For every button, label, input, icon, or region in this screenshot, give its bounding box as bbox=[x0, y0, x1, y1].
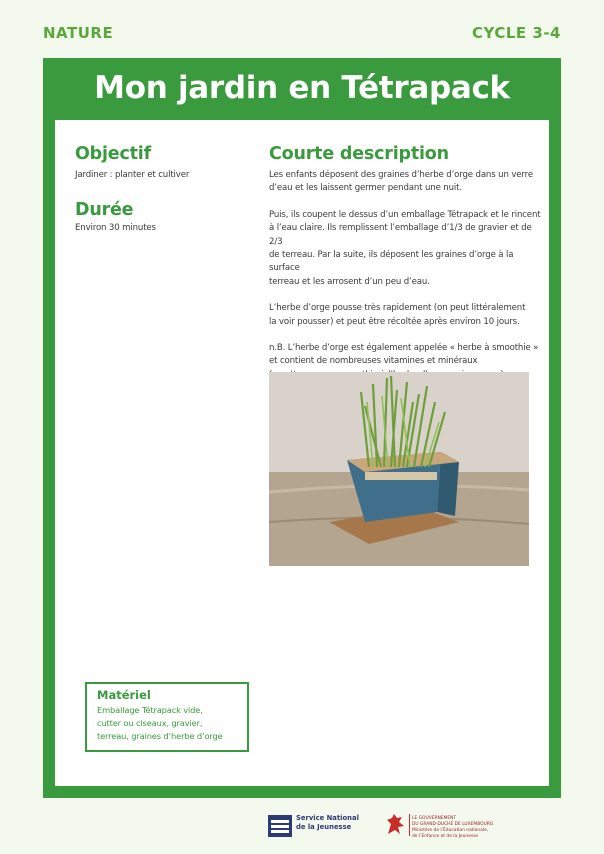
category-label: NATURE bbox=[43, 24, 114, 42]
description-paragraph: n.B. L’herbe d’orge est également appelée « herbe à smoothie » et contient de nombreuses vitamines et minéraux bbox=[269, 343, 539, 367]
card-body bbox=[55, 120, 549, 786]
photo-illustration bbox=[269, 372, 529, 566]
materiel-text: Emballage Tétrapack vide, cutter ou ciseaux, gravier, terreau, graines d’herbe d’orge bbox=[97, 705, 223, 741]
ministry-logo-text: LE GOUVERNEMENT DU GRAND-DUCHÉ DE LUXEMBOURG Ministère de l’Éducation nationale, de l’Enfance et de la Jeunesse bbox=[412, 816, 494, 839]
description-body bbox=[269, 169, 541, 395]
page-title: Mon jardin en Tétrapack bbox=[94, 70, 510, 106]
activity-card bbox=[43, 58, 561, 798]
tetrapack-garden-photo bbox=[269, 372, 529, 566]
duree-text: Environ 30 minutes bbox=[75, 223, 156, 233]
description-heading: Courte description bbox=[269, 144, 449, 164]
materiel-box bbox=[85, 682, 249, 752]
description-paragraph: L’herbe d’orge pousse très rapidement (on peut littéralement la voir pousser) et peut être récoltée après environ 10 jours. bbox=[269, 303, 526, 327]
objectif-heading: Objectif bbox=[75, 144, 152, 164]
materiel-heading: Matériel bbox=[97, 688, 151, 702]
snj-logo-icon bbox=[268, 815, 292, 837]
description-paragraph: Puis, ils coupent le dessus d’un emballage Tétrapack et le rincent à l’eau claire. Ils remplissent l’emballage d’1/3 de gravier et de 2/3 de terreau. Par la suite, ils déposent les graines d’orge à la surface terreau et les arrosent d’un peu d’eau. bbox=[269, 209, 541, 287]
snj-logo-text: Service National de la Jeunesse bbox=[296, 814, 359, 831]
description-paragraph: Les enfants déposent des graines d’herbe d’orge dans un verre d’eau et les laissent germer pendant une nuit. bbox=[269, 170, 533, 194]
lion-icon bbox=[382, 812, 408, 838]
snj-logo bbox=[268, 812, 368, 840]
ministry-logo bbox=[382, 812, 522, 840]
logo-divider bbox=[409, 814, 410, 836]
duree-heading: Durée bbox=[75, 200, 134, 220]
objectif-text: Jardiner : planter et cultiver bbox=[75, 170, 190, 180]
cycle-label: CYCLE 3-4 bbox=[472, 24, 561, 42]
